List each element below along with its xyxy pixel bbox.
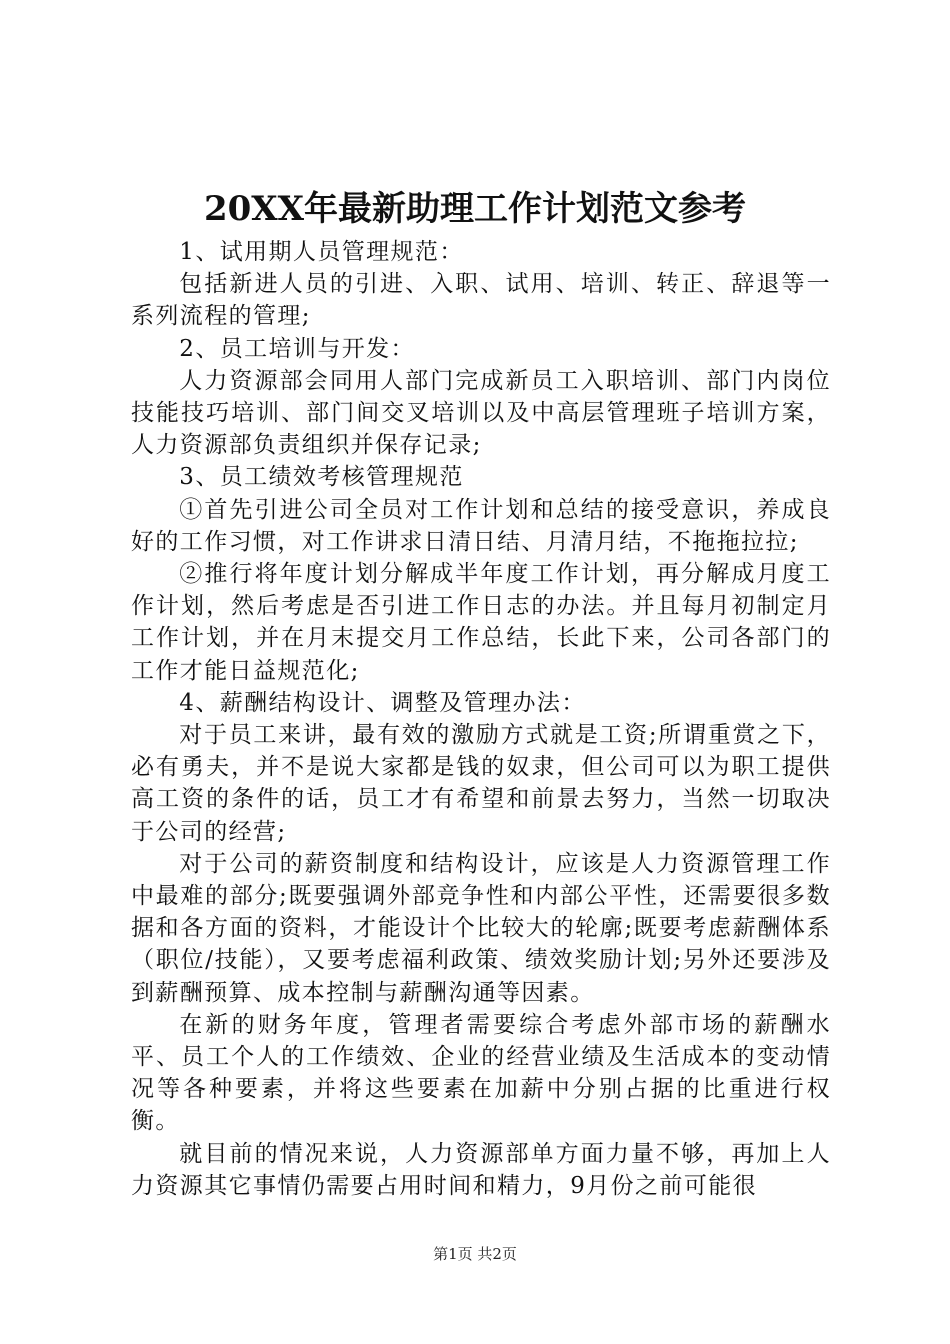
document-title: 20XX年最新助理工作计划范文参考 — [203, 189, 747, 229]
paragraph: 就目前的情况来说，人力资源部单方面力量不够，再加上人力资源其它事情仍需要占用时间和精力，9月份之前可能很 — [131, 1140, 831, 1199]
paragraph: ②推行将年度计划分解成半年度工作计划，再分解成月度工作计划，然后考虑是否引进工作日志的办法。并且每月初制定月工作计划，并在月末提交月工作总结，长此下来，公司各部门的工作才能日益规范化; — [131, 561, 831, 684]
paragraph: 对于公司的薪资制度和结构设计，应该是人力资源管理工作中最难的部分;既要强调外部竞争性和内部公平性，还需要很多数据和各方面的资料，才能设计个比较大的轮廓;既要考虑薪酬体系（职位/技能），又要考虑福利政策、绩效奖励计划;另外还要涉及到薪酬预算、成本控制与薪酬沟通等因素。 — [131, 850, 831, 1006]
page-footer: 第1页 共2页 — [433, 1245, 517, 1263]
paragraph: 对于员工来讲，最有效的激励方式就是工资;所谓重赏之下，必有勇夫，并不是说大家都是钱的奴隶，但公司可以为职工提供高工资的条件的话，员工才有希望和前景去努力，当然一切取决于公司的经营; — [131, 722, 831, 845]
paragraph: 在新的财务年度，管理者需要综合考虑外部市场的薪酬水平、员工个人的工作绩效、企业的经营业绩及生活成本的变动情况等各种要素，并将这些要素在加薪中分别占据的比重进行权衡。 — [131, 1011, 831, 1135]
paragraph: 2、员工培训与开发： — [179, 335, 415, 362]
paragraph: 包括新进人员的引进、入职、试用、培训、转正、辞退等一系列流程的管理; — [131, 271, 831, 330]
paragraph: 1、试用期人员管理规范： — [179, 239, 464, 265]
paragraph: 人力资源部会同用人部门完成新员工入职培训、部门内岗位技能技巧培训、部门间交叉培训以及中高层管理班子培训方案，人力资源部负责组织并保存记录; — [131, 367, 831, 459]
document-body — [131, 236, 831, 1202]
paragraph: 4、薪酬结构设计、调整及管理办法： — [179, 689, 586, 716]
paragraph: 3、员工绩效考核管理规范 — [179, 464, 464, 491]
paragraph: ①首先引进公司全员对工作计划和总结的接受意识，养成良好的工作习惯，对工作讲求日清日结、月清月结，不拖拖拉拉; — [131, 496, 831, 555]
